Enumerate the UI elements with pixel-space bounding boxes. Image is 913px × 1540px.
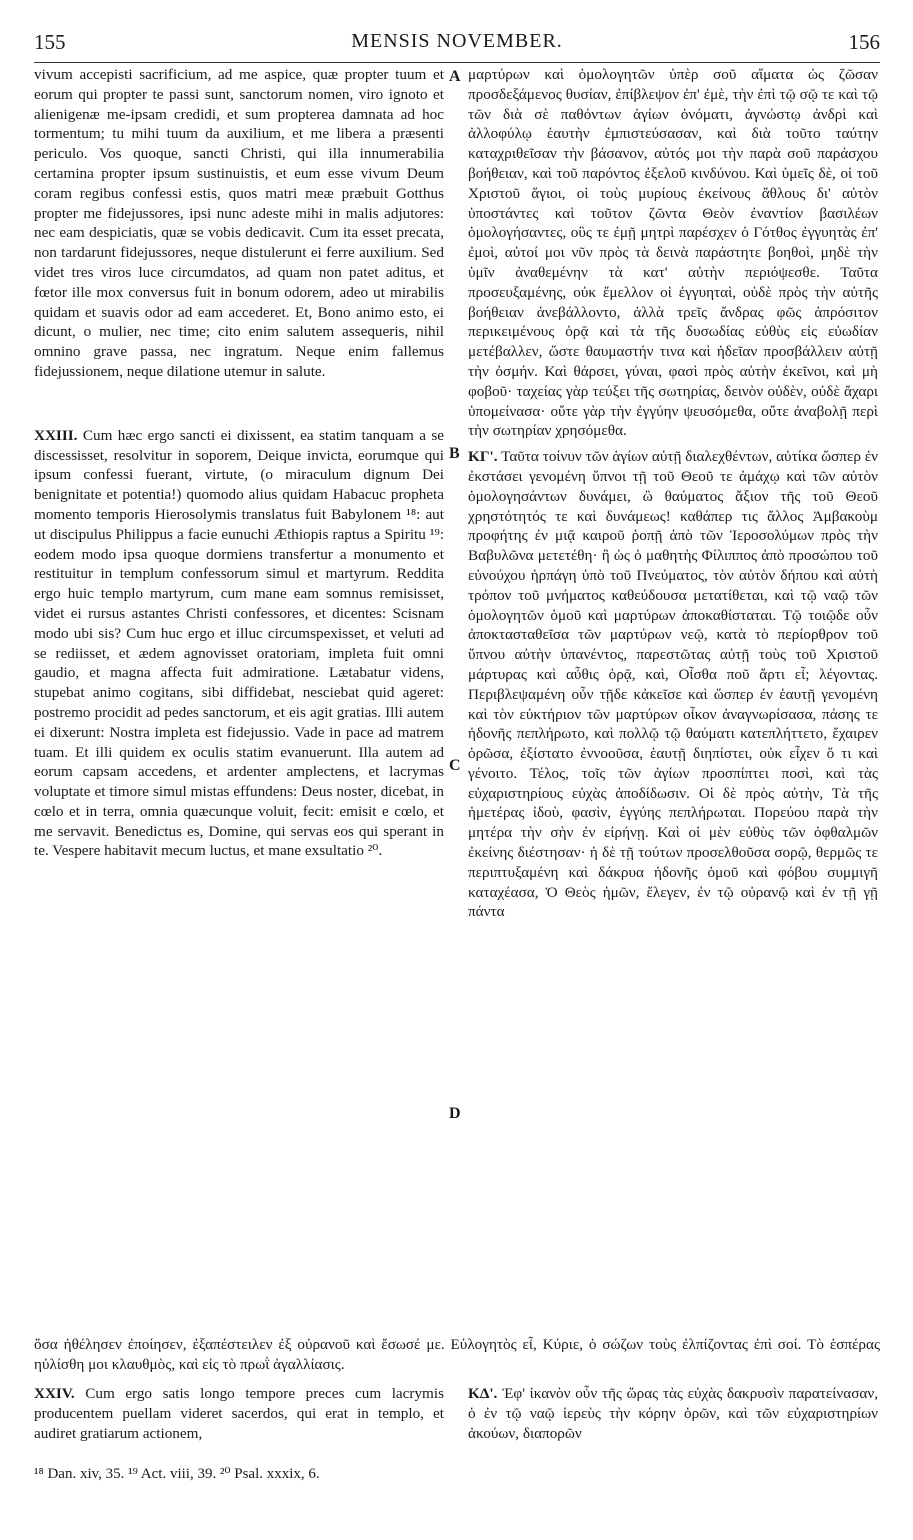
latin-column: [34, 65, 444, 861]
section-text: Ταῦτα τοίνυν τῶν ἁγίων αὐτῇ διαλεχθέντων, αὐτίκα ὥσπερ ἐν ἐκστάσει γενομένη ὕπνοι τῇ τοῦ Θεοῦ τε ἀμάχῳ καὶ τῶν αὐτὸν ὁμολογησάντων δυνάμει, ὢ θαύματος ἄξιον τῆς τοῦ Θεοῦ χρηστότητός τε καὶ δυνάμεως! καθάπερ τις ἄλλος Ἀμβακοὺμ προφήτης ἐν μιᾷ καιροῦ ῥοπῇ ἀπὸ τῶν Ἱεροσολύμων πρὸς τὴν Βαβυλῶνα μετετέθη· ἢ ὡς ὁ μαθητὴς Φίλιππος ἀπὸ προσώπου τοῦ εὐνούχου ἡρπάγη ὑπὸ τοῦ Πνεύματος, τὸν αὐτὸν δήπου καὶ αὐτὴ τρόπον τοῦ μνήματος καθεύδουσα μετατίθεται, καὶ τῷ ναῷ τῶν ὁμολογητῶν ὁμοῦ καὶ μαρτύρων ἀποκαθίσταται. Τῷ τοιῷδε οὖν ἀποκτασταθεῖσα τῶν μαρτύρων νεῷ, κατὰ τὸ περίορθρον τοῦ ὕπνου αὐτὴν ὑπανέντος, παρεστῶτας αὐτῇ τοὺς τοῦ Χριστοῦ μάρτυρας καὶ αὖθις ὁρᾷ, καὶ, Οἶσθα ποῦ ἄρτι εἶ; λέγοντας. Περιβλεψαμένη οὖν τῇδε κἀκεῖσε καὶ ὥσπερ ἐν ἑαυτῇ γενομένη καὶ τὸν εὐκτήριον τῶν μαρτύρων οἶκον ἀναγνωρίσασα, πάσης τε ἡδονῆς πεπλήρωτο, καὶ πολλῷ τῷ θαύματι κατεπλήττετο, ἔχαιρεν ὁρῶσα, ἐξίστατο ἐννοοῦσα, ἑαυτῇ διηπίστει, οὐκ εἶχεν ὅ τι καὶ γένοιτο. Τέλος, τοῖς τῶν ἁγίων προσπίπτει ποσὶ, καὶ τὰς εὐχαριστηρίους εὐχὰς ἀποδίδωσιν. Οἱ δὲ πρὸς αὐτὴν, Τὰ τῆς ἡμετέρας ἰδοὺ, φασὶν, ἐγγύης πεπλήρωται. Πορεύου παρὰ τὴν μητέρα τὴν σὴν ἐν εἰρήνῃ. Καὶ οἱ μὲν εὐθὺς τῶν ὀφθαλμῶν ἐκείνης διέστησαν· ἡ δὲ τῇ τούτων προσελθοῦσα σορῷ, θερμῶς τε περιπτυξαμένη καὶ δάκρυα ἡδονῆς ὁμοῦ καὶ φόβου συμμιγῆ καταχέασα, Ὁ Θεὸς ἡμῶν, ἔλεγεν, ἐν τῷ οὐρανῷ καὶ ἐν τῇ γῇ πάντα: [468, 448, 878, 921]
latin-section-24: [34, 1384, 444, 1444]
section-number: ΚΔ'.: [468, 1385, 498, 1402]
greek-section-23: [468, 447, 878, 922]
page-number-left: 155: [34, 30, 66, 54]
section-text: Cum ergo satis longo tempore preces cum lacrymis producentem puellam videret sacerdos, qui erat in templo, et audiret gratiarum actionem,: [34, 1385, 444, 1442]
margin-marker-b: B: [449, 445, 460, 462]
greek-section-24: [468, 1384, 878, 1444]
section-number: XXIII.: [34, 426, 78, 444]
greek-paragraph: μαρτύρων καὶ ὁμολογητῶν ὑπὲρ σοῦ αἵματα ὡς ζῶσαν προσδεξάμενος θυσίαν, ἐπίβλεψον ἐπ' ἐμὲ, τὴν ἐπὶ τῷ σῷ τε καὶ τῷ τῶν διὰ σὲ παθόντων ἁγίων ὀνόματι, ἀγνώστῳ ἀνδρὶ καὶ ἀλλοφύλῳ ἑαυτὴν ἐμπιστεύσασαν, καὶ διὰ τοῦτο ταύτην καταχριθεῖσαν τὴν βάσανον, αὐτός μοι τὴν παρὰ σοῦ παράσχου βοήθειαν, καὶ τοῦ παρόντος ἐξελοῦ κινδύνου. Καὶ ὑμεῖς δὲ, οἱ τοῦ Χριστοῦ ἅγιοι, οἱ τοὺς μυρίους ἐκείνους ἄθλους δι' αὐτὸν ὑποστάντες καὶ τοῦτον ζῶντα Θεὸν ἐναντίον βασιλέων ὁμολογήσαντες, οὓς τε ἐμῇ μητρὶ παρέσχεν ὁ Γότθος ἐγγυητὰς ἐπ' ἐμοὶ, αὐτοί μοι νῦν πρὸς τὰ δεινὰ παράστητε βοηθοὶ, μηδὲ τὴν ὑμῖν ἀναθεμένην τὰ κατ' αὐτὴν περιόψεσθε. Ταῦτα προσευξαμένης, οὐκ ἔμελλον οἱ ἐγγυηταὶ, οὐδὲ πρὸς τὴν αὐτῆς βοήθειαν ἀνεβάλλοντο, ἀλλὰ τρεῖς ἄνδρας φῶς ἀπρόσιτον περικειμένους ὁρᾷ καὶ τὰ τῆς δυσωδίας εὐθὺς εἰς εὐωδίαν μετέβαλλεν, ὥστε θαυμαστήν τινα καὶ ἡδεῖαν προσβάλλειν αὐτῇ τὴν ὀσμήν. Καὶ θάρσει, γύναι, φασὶ πρὸς αὐτὴν ἐκεῖνοι, καὶ μὴ φοβοῦ· ταχείας γὰρ τεύξει τῆς σωτηρίας, δεινὸν οὐδὲν, οὐδὲ ἄχαρι ὑπομείνασα· οὔτε γὰρ τὴν ἐγγύην ψευσόμεθα, οὔτε ἀναβολῇ περὶ τὴν σωτηρίαν χρησόμεθα.: [468, 66, 878, 440]
margin-marker-a: A: [449, 68, 461, 85]
latin-paragraph: vivum accepisti sacrificium, ad me aspice, quæ propter tuum et eorum qui propter te passi sunt, sanctorum nomen, viro ignoto et alienigenæ me-ipsam credidi, et sum propterea damnata ad hoc tormentum; tu mihi tuum da auxilium, et me libera a præsenti periculo. Vos quoque, sancti Christi, qui illa innumerabilia certamina propter ipsum sustinuistis, et eum esse vivum Deum coram regibus confessi estis, quos matri meæ præbuit Gotthus propter me fidejussores, ipsi nunc adeste mihi in malis adjutores: nec eam despiciatis, quæ se vobis dedicavit. Cum ita esset precata, non tardarunt fidejussores, neque distulerunt ei ferre auxilium. Sed videt tres viros luce circumdatos, ad quam non patet aditus, et fœtor ille mox conversus fuit in bonum odorem, adeo ut mirabilis quidam et suavis odor ad eam accederet. Et, Bono animo esto, ei dicunt, o mulier, nec time; cito enim salutem assequeris, nihil omnino grave passa, nec ingratum. Neque enim fallemus fidejussionem, neque dilatione utemur in salute.: [34, 66, 444, 380]
section-text: Ἐφ' ἱκανὸν οὖν τῆς ὥρας τὰς εὐχὰς δακρυσὶν παρατείνασαν, ὁ ἐν τῷ ναῷ ἱερεὺς τὴν κόρην ὁρῶν, καὶ τῶν εὐχαριστηρίων ἀκούων, διαπορῶν: [468, 1385, 879, 1442]
section-number: XXIV.: [34, 1385, 75, 1402]
page-number-right: 156: [848, 30, 880, 54]
margin-marker-c: C: [449, 757, 461, 774]
header-rule: [34, 62, 880, 63]
running-title: MENSIS NOVEMBER.: [351, 30, 563, 52]
footnotes: ¹⁸ Dan. xiv, 35. ¹⁹ Act. viii, 39. ²⁰ Psal. xxxix, 6.: [34, 1466, 320, 1482]
section-text: Cum hæc ergo sancti ei dixissent, ea statim tanquam a se discessisset, resolvitur in soporem, Deique invicta, eorumque qui ipsum confessi fuerant, virtute, (o miraculum dignum Dei benignitate et potentia!) quomodo alius quidam Habacuc propheta momento temporis Hierosolymis translatus fuit Babylonem ¹⁸: aut ut discipulus Philippus a facie eunuchi Æthiopis raptus a Spiritu ¹⁹: eodem modo ipsa quoque dormiens transfertur a monumento et restituitur in templum confessorum simul et martyrum. Reddita ergo huic templo martyrum, cum mane eam somnus remisisset, videt ei rursus astantes Christi confessores, et dicentes: Scisnam modo ubi sis? Cum huc ergo et illuc circumspexisset, et veluti ad se rediisset, et ædem agnovisset oratoriam, impleta fuit omni gaudio, et magna affecta fuit admiratione. Lætabatur videns, stupebat animo cogitans, sibi diffidebat, nesciebat quid ageret: postremo procidit ad pedes sanctorum, et eis agit gratias. Illi autem ei dixerunt: Nostra impleta est fidejussio. Vade in pace ad matrem tuam. Et illi quidem ex oculis statim evanuerunt. Illa autem ad eorum capsam accedens, et ardenter amplectens, et lacrymas voluptate et timore simul mistas effundens: Deus noster, dicebat, in cœlo et in terra, omnia quæcunque voluit, fecit: emisit e cœlo, et me servavit. Benedictus es, Domine, qui servas eos qui sperant in te. Vespere habitavit mecum luctus, et mane exsultatio ²⁰.: [34, 426, 445, 860]
margin-marker-d: D: [449, 1105, 461, 1122]
greek-column: [468, 65, 878, 922]
page-header: [34, 30, 880, 56]
latin-section-23: [34, 426, 444, 862]
full-width-greek-line: ὅσα ἠθέλησεν ἐποίησεν, ἐξαπέστειλεν ἐξ οὐρανοῦ καὶ ἔσωσέ με. Εὐλογητὸς εἶ, Κύριε, ὁ σώζων τοὺς ἐλπίζοντας ἐπὶ σοί. Τὸ ἑσπέρας ηὐλίσθη μοι κλαυθμὸς, καὶ εἰς τὸ πρωῒ ἀγαλλίασις.: [34, 1336, 880, 1373]
section-number: ΚΓ'.: [468, 448, 498, 466]
